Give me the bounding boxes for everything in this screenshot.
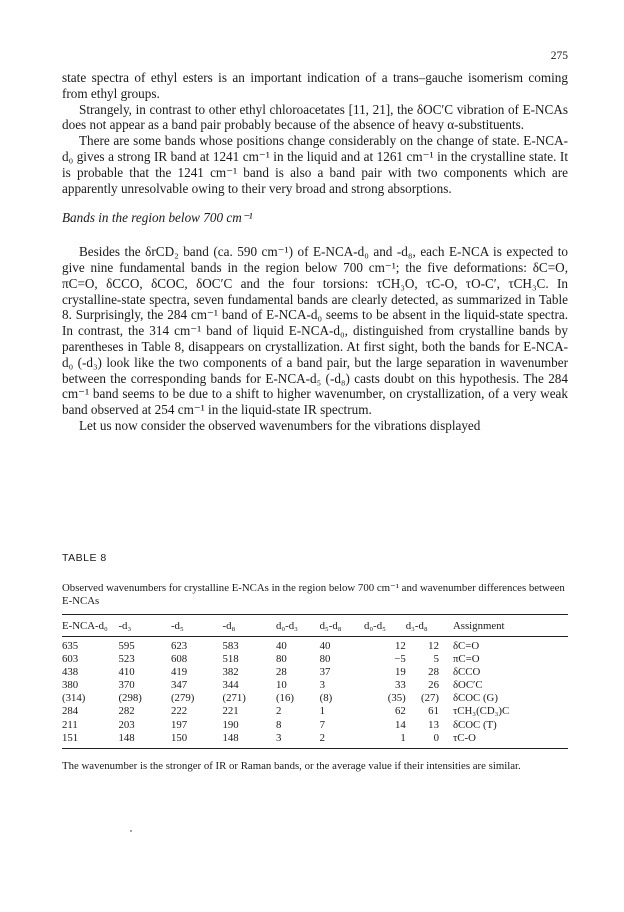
- table-label: TABLE 8: [62, 552, 107, 564]
- table-cell: 62: [394, 705, 406, 718]
- table-cell: 33: [394, 679, 406, 692]
- column-header: -d₅: [171, 615, 223, 637]
- table-cell: δCCO: [452, 666, 481, 679]
- table-cell: 151: [62, 732, 118, 749]
- column-header: d₀-d₅: [364, 615, 406, 637]
- paragraph: Let us now consider the observed wavenumbers for the vibrations displayed: [79, 417, 481, 433]
- table-cell: 370: [118, 679, 135, 692]
- table-cell: δCOC (G): [452, 692, 498, 705]
- table-cell: (271): [222, 692, 246, 705]
- table-cell: 344: [222, 679, 239, 692]
- table-cell: (35): [387, 692, 406, 705]
- table-cell: 28: [428, 666, 439, 679]
- column-header: d₃-d₈: [406, 615, 453, 637]
- column-header: -d₃: [118, 615, 171, 637]
- column-header: E-NCA-d₀: [62, 615, 118, 637]
- table-cell: (16): [275, 692, 294, 705]
- table-row: [62, 666, 568, 679]
- table-row: [62, 705, 568, 718]
- table-cell: 148: [118, 732, 171, 749]
- section-subheading: Bands in the region below 700 cm⁻¹: [62, 210, 253, 226]
- table-row: [62, 692, 568, 705]
- table-header-row: [62, 615, 568, 637]
- table-cell: 380: [62, 679, 79, 692]
- paragraph: Strangely, in contrast to other ethyl chloroacetates [11, 21], the δOC′C vibration of E-NCAs does not appear as a band pair probably because of the absence of heavy α-substituents.: [62, 101, 568, 133]
- table-cell: (279): [170, 692, 195, 705]
- scan-speck: [130, 830, 132, 832]
- table-cell: 13: [428, 718, 439, 731]
- table-cell: 80: [319, 653, 331, 666]
- table-cell: 37: [319, 666, 331, 679]
- table-row: [62, 732, 568, 749]
- table-cell: 80: [275, 653, 287, 666]
- table-cell: 2: [320, 732, 364, 749]
- table-cell: (298): [118, 692, 142, 705]
- table-cell: 222: [170, 705, 188, 718]
- table-cell: 0: [406, 732, 453, 749]
- table-cell: 10: [275, 679, 287, 692]
- paragraph: There are some bands whose positions change considerably on the change of state. E-NCA-d₀ gives a strong IR band at 1241 cm⁻¹ in the liquid and at 1261 cm⁻¹ in the crystalline state. It is probable that the 1241 cm⁻¹ band is also a band pair with two components which are apparently unresolvable owing to their very broad and strong absorptions.: [62, 133, 568, 196]
- paragraph: Besides the δrCD₂ band (ca. 590 cm⁻¹) of E-NCA-d₀ and -d₈, each E-NCA is expected to give nine fundamental bands in the region below 700 cm⁻¹; the five deformations: δC=O, πC=O, δCCO, δCOC, δOC′C and the four torsions: τCH₃O, τC-O, τO-C′, τCH₃C. In crystalline-state spectra, seven fundamental bands are clearly detected, as summarized in Table 8. Surprisingly, the 284 cm⁻¹ band of E-NCA-d₀ seems to be absent in the liquid-state spectra. In contrast, the 314 cm⁻¹ band of liquid E-NCA-d₀, distinguished from crystalline bands by parentheses in Table 8, disappears on crystallization. At first sight, both the bands for E-NCA-d₀ (-d₃) look like the two components of a band pair, but the large separation in wavenumber between the corresponding bands for E-NCA-d₅ (-d₈) casts doubt on this hypothesis. The 284 cm⁻¹ band seems to be due to a shift to higher wavenumber, on crystallization, of a very weak band observed at 254 cm⁻¹ in the liquid-state IR spectrum.: [62, 244, 568, 418]
- table-cell: 523: [118, 653, 135, 666]
- table-cell: 197: [170, 718, 188, 731]
- table-cell: (27): [420, 692, 439, 705]
- column-header: Assignment: [453, 615, 568, 637]
- table-cell: 221: [222, 705, 239, 718]
- table-cell: 3: [319, 679, 326, 692]
- table-cell: 14: [394, 718, 406, 731]
- table-cell: 282: [118, 705, 135, 718]
- table-footnote: The wavenumber is the stronger of IR or Raman bands, or the average value if their intensities are similar.: [62, 760, 521, 772]
- table-cell: 595: [118, 640, 135, 652]
- table-cell: 410: [118, 666, 135, 679]
- table-cell: πC=O: [452, 653, 480, 666]
- table-cell: (314): [62, 692, 86, 705]
- table-cell: 438: [62, 666, 79, 679]
- table-cell: 28: [275, 666, 287, 679]
- table-cell: 2: [275, 705, 282, 718]
- table-cell: 19: [394, 666, 406, 679]
- table-cell: 148: [223, 732, 276, 749]
- paragraph: state spectra of ethyl esters is an important indication of a trans–gauche isomerism coming from ethyl groups.: [62, 70, 568, 101]
- table-cell: 12: [394, 640, 406, 652]
- table-cell: 635: [62, 640, 79, 652]
- table-row: [62, 653, 568, 666]
- table-cell: 419: [170, 666, 188, 679]
- column-header: d₅-d₈: [320, 615, 364, 637]
- column-header: -d₈: [223, 615, 276, 637]
- table-cell: δOC′C: [452, 679, 483, 692]
- table-cell: 40: [319, 640, 331, 652]
- table-cell: 284: [62, 705, 79, 718]
- table-cell: 40: [275, 640, 287, 652]
- table-cell: 12: [428, 640, 439, 652]
- table-cell: 3: [276, 732, 320, 749]
- table-cell: 1: [319, 705, 326, 718]
- table-cell: 203: [118, 718, 135, 731]
- table-cell: 211: [62, 718, 78, 731]
- table-cell: δCOC (T): [452, 718, 497, 731]
- table-cell: 61: [428, 705, 439, 718]
- table-body: [62, 637, 568, 749]
- table-row: [62, 679, 568, 692]
- body-text: [62, 70, 568, 434]
- table-caption: Observed wavenumbers for crystalline E-NCAs in the region below 700 cm⁻¹ and wavenumber differences between E-NCAs: [62, 582, 565, 607]
- table-cell: 1: [364, 732, 406, 749]
- table-cell: 623: [170, 640, 188, 652]
- table-cell: τC-O: [453, 732, 568, 749]
- table-cell: (8): [319, 692, 333, 705]
- table-cell: −5: [394, 653, 406, 666]
- table-cell: 603: [62, 653, 79, 666]
- table-cell: 190: [222, 718, 239, 731]
- table-cell: 26: [428, 679, 439, 692]
- data-table: [62, 614, 568, 749]
- table-cell: 5: [433, 653, 439, 666]
- table-cell: 347: [170, 679, 188, 692]
- table-row: [62, 637, 568, 654]
- table-cell: 7: [319, 718, 326, 731]
- table-cell: 518: [222, 653, 239, 666]
- table-cell: 608: [170, 653, 188, 666]
- page-number: 275: [550, 50, 568, 62]
- column-header: d₀-d₃: [276, 615, 320, 637]
- table-row: [62, 719, 568, 732]
- table-cell: 150: [171, 732, 223, 749]
- table-cell: τCH₃(CD₃)C: [452, 705, 510, 718]
- table-cell: 8: [275, 718, 282, 731]
- table-cell: 583: [222, 640, 239, 652]
- table-cell: δC=O: [452, 640, 480, 652]
- table-cell: 382: [222, 666, 239, 679]
